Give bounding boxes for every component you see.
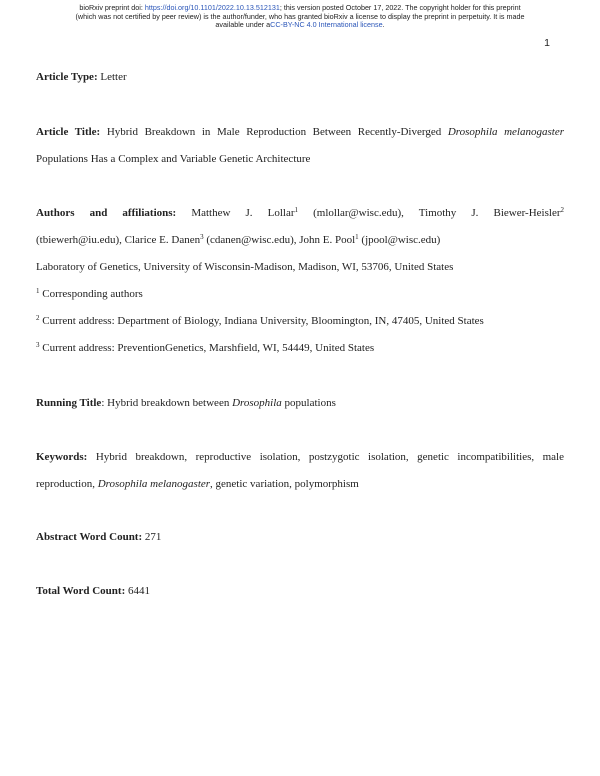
notice-line-3: [0, 21, 600, 30]
license-link[interactable]: CC-BY-NC 4.0 International license: [270, 20, 383, 30]
running-title: [36, 396, 564, 410]
abstract-word-count-label: Abstract Word Count:: [36, 531, 143, 543]
footnote-text: Corresponding authors: [42, 288, 143, 300]
notice-license-prefix: available under a: [215, 20, 271, 30]
author-email: (cdanen@wisc.edu),: [206, 234, 297, 246]
author-affiliation-mark: 1: [355, 233, 359, 241]
author-email: (mlollar@wisc.edu),: [313, 207, 404, 219]
affiliation-lab: Laboratory of Genetics, University of Wisconsin-Madison, Madison, WI, 53706, United States: [36, 261, 454, 273]
authors-label: Authors and affiliations:: [36, 207, 177, 219]
total-word-count: [36, 584, 564, 598]
authors-line-1: [36, 206, 564, 220]
article-type-label: Article Type:: [36, 71, 98, 83]
article-type: [36, 70, 564, 84]
article-title-text: Hybrid Breakdown in Male Reproduction Between Recently-Diverged: [106, 126, 442, 138]
author-name: Clarice E. Danen: [124, 234, 201, 246]
running-title-label: Running Title: [36, 397, 102, 409]
abstract-word-count: [36, 530, 564, 544]
preprint-notice: [0, 4, 600, 30]
total-word-count-label: Total Word Count:: [36, 585, 126, 597]
running-title-text: Hybrid breakdown between: [107, 397, 230, 409]
author-affiliation-mark: 3: [200, 233, 204, 241]
footnote-text: Current address: PreventionGenetics, Marshfield, WI, 54449, United States: [42, 342, 375, 354]
keywords-text: Hybrid breakdown, reproductive isolation, postzygotic isolation, genetic incompatibilities, male: [95, 451, 564, 463]
article-title-species: Drosophila melanogaster: [447, 126, 564, 138]
authors-line-2: [36, 233, 564, 247]
abstract-word-count-value: 271: [144, 531, 162, 543]
running-title-colon: :: [101, 397, 105, 409]
notice-license-suffix: .: [382, 20, 385, 30]
author-email: (tbiewerh@iu.edu),: [36, 234, 122, 246]
keywords-label: Keywords:: [36, 451, 88, 463]
keywords-text: reproduction,: [36, 478, 95, 490]
running-title-genus: Drosophila: [232, 397, 282, 409]
doi-link[interactable]: https://doi.org/10.1101/2022.10.13.512131: [144, 3, 280, 12]
author-affiliation-mark: 1: [294, 206, 299, 214]
article-title-line-1: [36, 125, 564, 139]
author-name: Timothy J. Biewer-Heisler: [418, 207, 561, 219]
footnote-text: Current address: Department of Biology, Indiana University, Bloomington, IN, 47405, United States: [42, 315, 484, 327]
keywords-species: Drosophila melanogaster: [97, 478, 211, 490]
notice-line-2: (which was not certified by peer review) is the author/funder, who has granted bioRxiv a license to display the preprint in perpetuity. It is made: [75, 11, 525, 21]
notice-doi-prefix: bioRxiv preprint doi:: [79, 3, 145, 12]
author-name: Matthew J. Lollar: [191, 207, 295, 219]
page-number: 1: [544, 37, 550, 49]
article-type-value: Letter: [100, 71, 127, 83]
footnote-1: [36, 287, 564, 301]
keywords-text: , genetic variation, polymorphism: [210, 478, 359, 490]
keywords-line-1: [36, 450, 564, 464]
footnote-mark: 2: [36, 314, 40, 322]
footnote-3: [36, 341, 564, 355]
author-email: (jpool@wisc.edu): [361, 234, 441, 246]
footnote-mark: 3: [36, 341, 40, 349]
article-title-label: Article Title:: [36, 126, 101, 138]
author-name: John E. Pool: [299, 234, 356, 246]
article-title-line-2: Populations Has a Complex and Variable Genetic Architecture: [36, 153, 311, 165]
keywords-line-2: [36, 477, 564, 491]
author-affiliation-mark: 2: [560, 206, 564, 214]
total-word-count-value: 6441: [128, 585, 150, 597]
notice-copyright-text: ; this version posted October 17, 2022. The copyright holder for this preprint: [279, 3, 521, 12]
running-title-suffix: populations: [284, 397, 336, 409]
footnote-2: [36, 314, 564, 328]
footnote-mark: 1: [36, 287, 40, 295]
